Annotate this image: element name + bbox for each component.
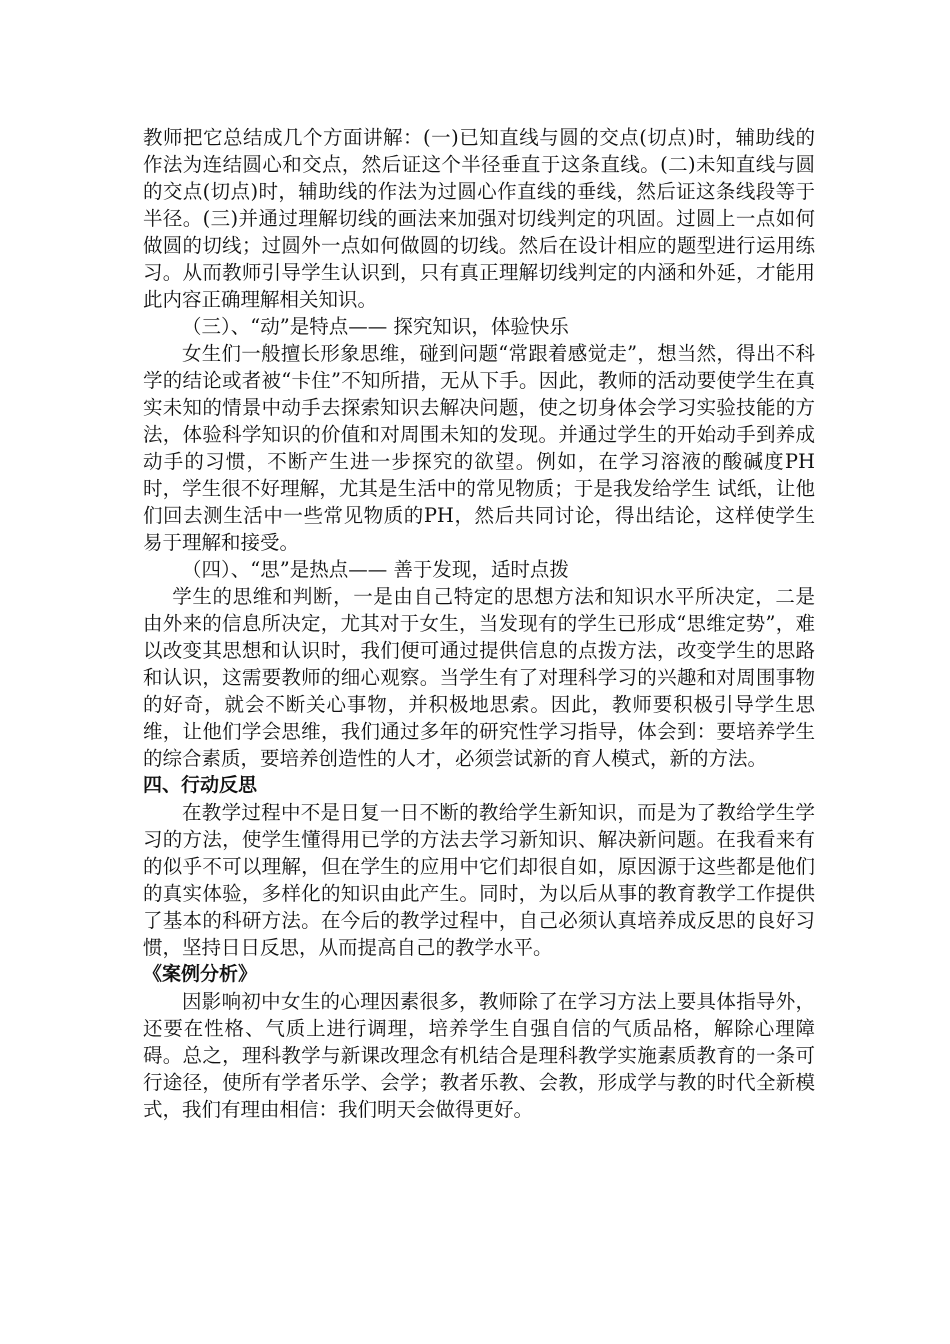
section-3-heading: （三）、“动”是特点—— 探究知识，体验快乐 <box>182 315 569 338</box>
section-4-paragraph: 学生的思维和判断，一是由自己特定的思想方法和知识水平所决定，二是由外来的信息所决定，尤其对于女生，当发现有的学生已形成“思维定势”，难以改变其思想和认识时，我们便可通过提供信息的点拨方法，改变学生的思路和认识，这需要教师的细心观察。当学生有了对理科学习的兴趣和对周围事物的好奇，就会不断关心事物，并积极地思索。因此，教师要积极引导学生思维，让他们学会思维，我们通过多年的研究性学习指导，体会到：要培养学生的综合素质，要培养创造性的人才，必须尝试新的育人模式，新的方法。 <box>143 585 815 770</box>
section-3-paragraph: 女生们一般擅长形象思维，碰到问题“常跟着感觉走”，想当然，得出不科学的结论或者被“卡住”不知所措，无从下手。因此，教师的活动要使学生在真实未知的情景中动手去探索知识去解决问题，使之切身体会学习实验技能的方法，体验科学知识的价值和对周围未知的发现。并通过学生的开始动手到养成动手的习惯，不断产生进一步探究的欲望。例如，在学习溶液的酸碱度PH时，学生很不好理解，尤其是生活中的常见物质；于是我发给学生 试纸，让他们回去测生活中一些常见物质的PH，然后共同讨论，得出结论，这样使学生易于理解和接受。 <box>143 342 815 554</box>
section-4-heading: （四）、“思”是热点—— 善于发现，适时点拨 <box>182 558 569 581</box>
intro-paragraph: 教师把它总结成几个方面讲解：(一)已知直线与圆的交点(切点)时，辅助线的作法为连结圆心和交点，然后证这个半径垂直于这条直线。(二)未知直线与圆的交点(切点)时，辅助线的作法为过圆心作直线的垂线，然后证这条线段等于半径。(三)并通过理解切线的画法来加强对切线判定的巩固。过圆上一点如何做圆的切线；过圆外一点如何做圆的切线。然后在设计相应的题型进行运用练习。从而教师引导学生认识到，只有真正理解切线判定的内涵和外延，才能用此内容正确理解相关知识。 <box>143 126 815 311</box>
reflection-paragraph: 在教学过程中不是日复一日不断的教给学生新知识，而是为了教给学生学习的方法，使学生懂得用已学的方法去学习新知识、解决新问题。在我看来有的似乎不可以理解，但在学生的应用中它们却很自如，原因源于这些都是他们的真实体验，多样化的知识由此产生。同时，为以后从事的教育教学工作提供了基本的科研方法。在今后的教学过程中，自己必须认真培养成反思的良好习惯，坚持日日反思，从而提高自己的教学水平。 <box>143 801 815 959</box>
case-analysis-paragraph: 因影响初中女生的心理因素很多，教师除了在学习方法上要具体指导外，还要在性格、气质上进行调理，培养学生自强自信的气质品格，解除心理障碍。总之，理科教学与新课改理念有机结合是理科教学实施素质教育的一条可行途径，使所有学者乐学、会学；教者乐教、会教，形成学与教的时代全新模式，我们有理由相信：我们明天会做得更好。 <box>143 990 815 1121</box>
reflection-heading: 四、行动反思 <box>143 774 258 796</box>
document-page <box>143 124 815 1123</box>
case-analysis-heading: 《案例分析》 <box>143 963 258 985</box>
